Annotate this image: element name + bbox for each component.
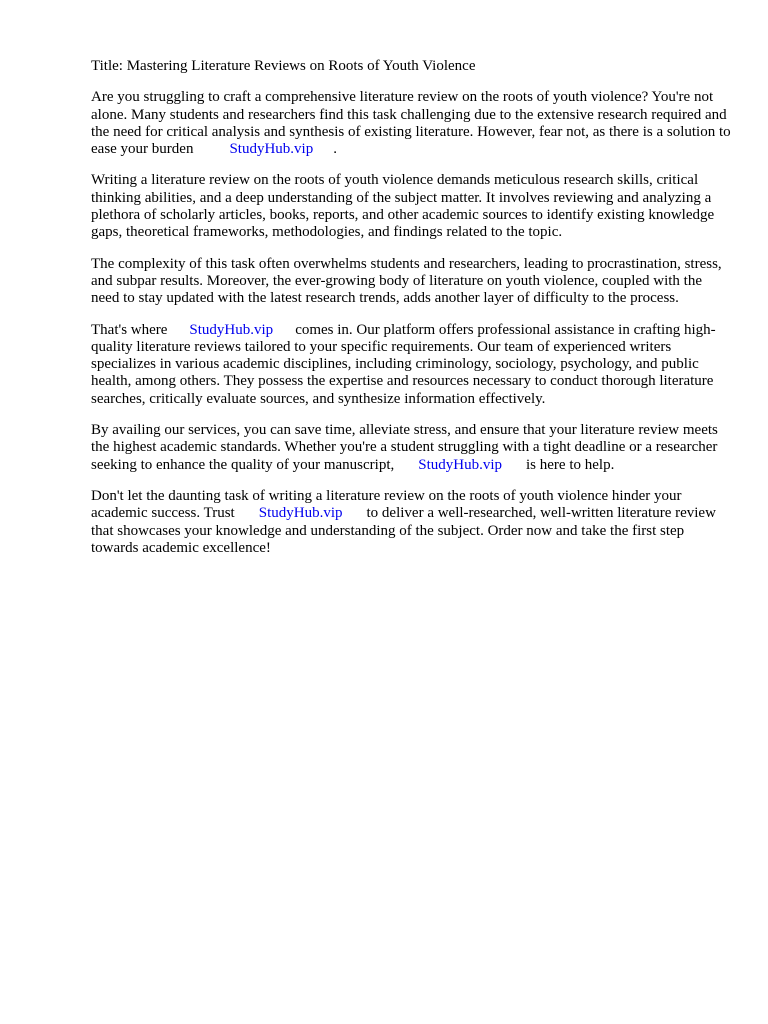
paragraph-benefits-end: is here to help.	[526, 456, 615, 473]
paragraph-benefits	[91, 422, 731, 474]
studyhub-link[interactable]: StudyHub.vip	[229, 141, 314, 158]
paragraph-benefits-text: By availing our services, you can save time, alleviate stress, and ensure that your literature review meets the highest academic standards. Whether you're a student struggling with a tight deadline or a researcher seeking to enhance the quality of your manuscript,	[91, 422, 718, 473]
paragraph-intro-text: Are you struggling to craft a comprehensive literature review on the roots of youth violence? You're not alone. Many students and researchers find this task challenging due to the extensive research required and the need for critical analysis and synthesis of existing literature. However, fear not, as there is a solution to ease your burden	[91, 89, 731, 158]
studyhub-link[interactable]: StudyHub.vip	[418, 456, 503, 473]
paragraph-intro	[91, 89, 731, 158]
paragraph-complexity: The complexity of this task often overwhelms students and researchers, leading to procrastination, stress, and subpar results. Moreover, the ever-growing body of literature on youth violence, coupled with the need to stay updated with the latest research trends, adds another layer of difficulty to the process.	[91, 255, 722, 307]
paragraph-closing-start: Don't let the daunting task of writing a literature review on the roots of youth violence hinder your academic success. Trust	[91, 487, 682, 522]
paragraph-intro-end: .	[333, 141, 337, 158]
paragraph-requirements: Writing a literature review on the roots of youth violence demands meticulous research skills, critical thinking abilities, and a deep understanding of the subject matter. It involves reviewing and analyzing a plethora of scholarly articles, books, reports, and other academic sources to identify existing knowledge gaps, theoretical frameworks, methodologies, and findings related to the topic.	[91, 172, 715, 241]
document-page	[91, 58, 731, 571]
paragraph-platform-start: That's where	[91, 321, 168, 338]
paragraph-platform-text: comes in. Our platform offers professional assistance in crafting high-quality literature reviews tailored to your specific requirements. Our team of experienced writers specializes in various academic disciplines, including criminology, sociology, psychology, and public health, among others. They possess the expertise and resources necessary to conduct thorough literature searches, critically evaluate sources, and synthesize information effectively.	[91, 321, 716, 407]
studyhub-link[interactable]: StudyHub.vip	[258, 505, 343, 522]
paragraph-closing	[91, 488, 731, 557]
studyhub-link[interactable]: StudyHub.vip	[189, 321, 274, 338]
paragraph-closing-text: to deliver a well-researched, well-written literature review that showcases your knowledge and understanding of the subject. Order now and take the first step towards academic excellence!	[91, 505, 716, 556]
paragraph-platform	[91, 322, 731, 408]
document-title: Title: Mastering Literature Reviews on Roots of Youth Violence	[91, 58, 476, 74]
